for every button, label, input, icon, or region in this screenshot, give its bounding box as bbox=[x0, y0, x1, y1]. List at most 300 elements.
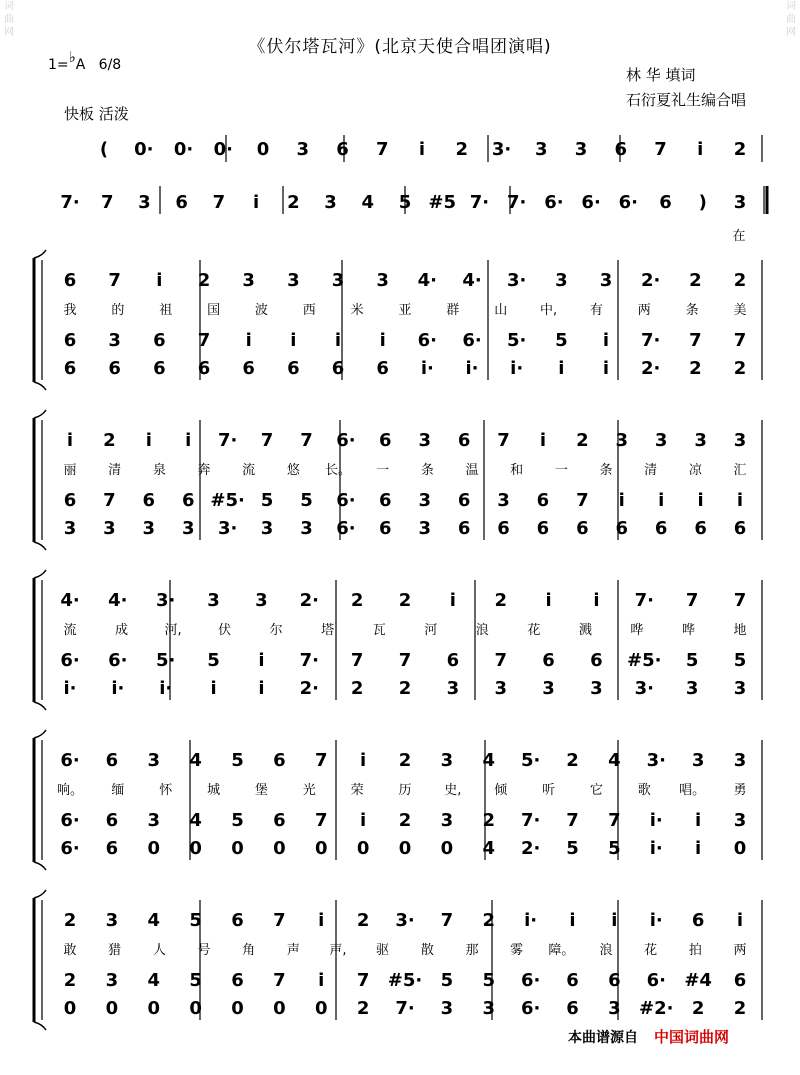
alto-note: 6 bbox=[457, 490, 471, 511]
tenor-note: 2 bbox=[356, 998, 370, 1019]
alto-note: 6· bbox=[336, 490, 356, 511]
lyric-syllable: 伏 bbox=[218, 623, 232, 638]
alto-note: 6· bbox=[462, 330, 482, 351]
lyric-syllable: 清 bbox=[644, 463, 658, 478]
tenor-note: 5 bbox=[608, 838, 621, 859]
lyric-syllable: 响。 bbox=[56, 783, 84, 798]
soprano-note: 2 bbox=[197, 270, 211, 291]
lyric-syllable: 温 bbox=[465, 463, 479, 478]
lyric-syllable: 波 bbox=[254, 303, 268, 318]
alto-note: #5· bbox=[387, 970, 423, 991]
tenor-note: 2· bbox=[520, 838, 541, 859]
tenor-note: 6 bbox=[108, 358, 121, 379]
intro-note: 6 bbox=[614, 139, 628, 160]
tenor-note: 6 bbox=[331, 358, 345, 379]
soprano-note: 4 bbox=[189, 750, 202, 771]
soprano-note: i bbox=[736, 910, 744, 931]
intro-note: 3· bbox=[491, 139, 512, 160]
lyric-syllable: 花 bbox=[527, 623, 541, 638]
alto-note: 6· bbox=[108, 650, 128, 671]
alto-note: 3 bbox=[733, 810, 747, 831]
page-title: 《伏尔塔瓦河》(北京天使合唱团演唱) bbox=[248, 37, 552, 57]
intro-note: 3 bbox=[534, 139, 548, 160]
intro-note: 3 bbox=[733, 192, 747, 213]
alto-note: i bbox=[602, 330, 610, 351]
soprano-note: 7 bbox=[273, 910, 286, 931]
tenor-note: 2· bbox=[640, 358, 661, 379]
lyric-syllable: 条 bbox=[599, 463, 613, 478]
alto-note: 6 bbox=[105, 810, 119, 831]
tenor-note: 3 bbox=[446, 678, 460, 699]
soprano-note: i bbox=[145, 430, 152, 451]
alto-note: #5· bbox=[627, 650, 662, 671]
lyric-syllable: 驱 bbox=[376, 943, 390, 958]
alto-note: 3 bbox=[418, 490, 431, 511]
soprano-note: 2 bbox=[398, 590, 412, 611]
lyric-syllable: 两 bbox=[733, 943, 747, 958]
soprano-note: 3 bbox=[654, 430, 668, 451]
alto-note: 6· bbox=[520, 970, 541, 991]
soprano-note: 4· bbox=[60, 590, 80, 611]
soprano-note: 6 bbox=[691, 910, 705, 931]
tenor-note: 0 bbox=[440, 838, 454, 859]
tenor-note: 6 bbox=[63, 358, 77, 379]
lyric-syllable: 尔 bbox=[269, 623, 283, 638]
lyric-syllable: 堡 bbox=[254, 783, 268, 798]
alto-note: #4 bbox=[684, 970, 712, 991]
lyric-syllable: 有 bbox=[589, 303, 603, 318]
soprano-note: 2 bbox=[733, 270, 747, 291]
soprano-note: 4· bbox=[108, 590, 128, 611]
lyric-syllable: 的 bbox=[111, 303, 125, 318]
alto-note: i bbox=[736, 490, 744, 511]
soprano-note: 4 bbox=[482, 750, 496, 771]
soprano-note: 5 bbox=[231, 750, 244, 771]
soprano-note: i bbox=[611, 910, 618, 931]
intro-note: 3 bbox=[138, 192, 151, 213]
tenor-note: 0 bbox=[231, 838, 244, 859]
alto-note: i bbox=[318, 970, 325, 991]
soprano-note: 4· bbox=[417, 270, 438, 291]
alto-note: 3 bbox=[105, 970, 119, 991]
soprano-note: 2· bbox=[299, 590, 319, 611]
intro-note: 6· bbox=[544, 192, 564, 213]
tenor-note: 3 bbox=[260, 518, 274, 539]
tenor-note: 2 bbox=[691, 998, 705, 1019]
alto-note: #5· bbox=[210, 490, 245, 511]
intro-note: 6· bbox=[581, 192, 601, 213]
alto-note: 6 bbox=[153, 330, 166, 351]
tenor-note: 6 bbox=[694, 518, 707, 539]
soprano-note: 2 bbox=[63, 910, 77, 931]
lyric-syllable: 美 bbox=[733, 303, 747, 318]
alto-note: 6 bbox=[590, 650, 603, 671]
tenor-note: 0 bbox=[63, 998, 77, 1019]
lyric-syllable: 哗 bbox=[681, 623, 695, 638]
soprano-note: 7 bbox=[314, 750, 328, 771]
alto-note: 6 bbox=[142, 490, 156, 511]
alto-note: 6 bbox=[273, 810, 286, 831]
tenor-note: 5 bbox=[566, 838, 579, 859]
lyric-syllable: 唱。 bbox=[679, 783, 706, 798]
watermark-right: 词 曲 网 bbox=[786, 1, 796, 38]
soprano-note: 7 bbox=[685, 590, 699, 611]
key-label: 1= bbox=[48, 57, 69, 73]
alto-note: 7 bbox=[273, 970, 286, 991]
alto-note: 3 bbox=[108, 330, 121, 351]
alto-note: 3 bbox=[440, 810, 454, 831]
intro-note: 7 bbox=[654, 139, 667, 160]
tenor-note: i bbox=[210, 678, 217, 699]
soprano-note: 3 bbox=[287, 270, 300, 291]
soprano-note: 6 bbox=[231, 910, 244, 931]
soprano-note: 3 bbox=[694, 430, 707, 451]
soprano-note: 2 bbox=[566, 750, 579, 771]
soprano-note: 6 bbox=[379, 430, 392, 451]
alto-note: 7 bbox=[608, 810, 621, 831]
intro-note: i bbox=[253, 192, 260, 213]
soprano-note: 6 bbox=[273, 750, 286, 771]
lyric-syllable: 丽 bbox=[63, 463, 77, 478]
soprano-note: 7 bbox=[108, 270, 121, 291]
intro-note: 0· bbox=[134, 139, 154, 160]
soprano-note: i bbox=[449, 590, 456, 611]
intro-note: 6 bbox=[175, 192, 188, 213]
lyric-syllable: 地 bbox=[733, 623, 747, 638]
soprano-note: 3· bbox=[506, 270, 527, 291]
soprano-note: 3 bbox=[147, 750, 161, 771]
tenor-note: 0 bbox=[189, 998, 202, 1019]
lyric-syllable: 泉 bbox=[152, 463, 166, 478]
tenor-note: i bbox=[602, 358, 610, 379]
tenor-note: 3 bbox=[63, 518, 77, 539]
tenor-note: 6· bbox=[520, 998, 541, 1019]
alto-note: 4 bbox=[189, 810, 202, 831]
intro-note: 0· bbox=[173, 139, 194, 160]
soprano-note: 3 bbox=[376, 270, 389, 291]
lyric-syllable: 倾 bbox=[494, 783, 508, 798]
tenor-note: 3 bbox=[542, 678, 555, 699]
intro-note: 3 bbox=[296, 139, 310, 160]
system-bracket bbox=[34, 410, 46, 550]
alto-note: 5 bbox=[231, 810, 244, 831]
soprano-note: 3 bbox=[733, 430, 747, 451]
soprano-note: i bbox=[185, 430, 192, 451]
intro-note: 7· bbox=[469, 192, 490, 213]
lyric-syllable: 号 bbox=[197, 943, 211, 958]
tenor-note: i bbox=[258, 678, 265, 699]
alto-note: 5 bbox=[685, 650, 699, 671]
alto-note: i bbox=[334, 330, 342, 351]
tenor-note: 0 bbox=[314, 838, 328, 859]
lyricist-credit: 林 华 填词 bbox=[626, 66, 696, 84]
lyric-syllable: 勇 bbox=[733, 783, 747, 798]
tenor-note: 6 bbox=[566, 998, 579, 1019]
lyric-syllable: 塔 bbox=[321, 623, 335, 638]
tenor-note: 0 bbox=[733, 838, 747, 859]
soprano-note: 4· bbox=[462, 270, 482, 291]
tenor-note: 0 bbox=[231, 998, 244, 1019]
alto-note: i bbox=[258, 650, 265, 671]
soprano-note: 3 bbox=[440, 750, 454, 771]
alto-note: 5 bbox=[260, 490, 274, 511]
tenor-note: 3 bbox=[300, 518, 313, 539]
soprano-note: i bbox=[569, 910, 576, 931]
tenor-note: 2 bbox=[733, 358, 747, 379]
intro-note: 2 bbox=[455, 139, 469, 160]
tenor-note: 0 bbox=[314, 998, 328, 1019]
alto-note: 6 bbox=[566, 970, 579, 991]
tenor-note: 6 bbox=[536, 518, 550, 539]
alto-note: 6· bbox=[646, 970, 666, 991]
tenor-note: 3 bbox=[733, 678, 747, 699]
soprano-note: 6 bbox=[105, 750, 119, 771]
alto-note: 6· bbox=[60, 810, 80, 831]
tenor-note: 3 bbox=[494, 678, 507, 699]
tenor-note: 6 bbox=[197, 358, 211, 379]
intro-note: #5 bbox=[428, 192, 457, 213]
system-bracket bbox=[34, 250, 46, 390]
tenor-note: 2 bbox=[733, 998, 747, 1019]
alto-note: 7· bbox=[299, 650, 319, 671]
intro-note: 0 bbox=[256, 139, 270, 160]
intro-note: 5 bbox=[398, 192, 412, 213]
alto-note: 5· bbox=[506, 330, 527, 351]
tenor-note: 6 bbox=[615, 518, 629, 539]
lyric-syllable: 拍 bbox=[688, 943, 702, 958]
intro-note: 7 bbox=[100, 192, 114, 213]
lyric-syllable: 两 bbox=[637, 303, 651, 318]
lyric-syllable: 溅 bbox=[578, 623, 592, 638]
intro-note: ( bbox=[99, 139, 109, 160]
lyric-syllable: 悠 bbox=[286, 463, 300, 478]
footer bbox=[568, 1026, 729, 1047]
alto-note: 6 bbox=[63, 330, 77, 351]
soprano-note: 2 bbox=[398, 750, 412, 771]
lyric-syllable: 河, bbox=[164, 623, 182, 638]
system-bracket bbox=[34, 570, 46, 710]
intro-note: i bbox=[697, 139, 704, 160]
lyric-syllable: 亚 bbox=[398, 303, 412, 318]
tenor-note: i bbox=[558, 358, 565, 379]
tenor-note: 3 bbox=[418, 518, 431, 539]
lyric-syllable: 它 bbox=[589, 783, 603, 798]
soprano-note: 2 bbox=[689, 270, 702, 291]
alto-note: 6 bbox=[231, 970, 244, 991]
alto-note: i bbox=[658, 490, 665, 511]
lyric-syllable: 城 bbox=[207, 783, 221, 798]
tenor-note: i· bbox=[510, 358, 524, 379]
intro-note: 7· bbox=[506, 192, 527, 213]
alto-note: 7 bbox=[398, 650, 412, 671]
lyric-syllable: 人 bbox=[152, 943, 166, 958]
alto-note: i bbox=[245, 330, 252, 351]
tenor-note: 2 bbox=[350, 678, 364, 699]
soprano-note: i bbox=[360, 750, 367, 771]
lyric-syllable: 猎 bbox=[108, 943, 122, 958]
alto-note: 7 bbox=[733, 330, 747, 351]
alto-note: i bbox=[697, 490, 704, 511]
lyric-syllable: 我 bbox=[63, 303, 77, 318]
tenor-note: 0 bbox=[398, 838, 412, 859]
intro-note: 6· bbox=[618, 192, 639, 213]
lyric-syllable: 哗 bbox=[630, 623, 644, 638]
alto-note: 7 bbox=[103, 490, 116, 511]
intro-note: 3 bbox=[324, 192, 337, 213]
lyric-syllable: 国 bbox=[207, 303, 221, 318]
soprano-note: i bbox=[593, 590, 600, 611]
soprano-note: 7 bbox=[733, 590, 747, 611]
alto-note: 6 bbox=[542, 650, 555, 671]
soprano-note: 2 bbox=[103, 430, 116, 451]
soprano-note: 4 bbox=[608, 750, 621, 771]
alto-note: 7 bbox=[494, 650, 507, 671]
alto-note: 7 bbox=[356, 970, 370, 991]
soprano-note: i bbox=[156, 270, 163, 291]
tenor-note: i· bbox=[111, 678, 125, 699]
alto-note: 7 bbox=[566, 810, 579, 831]
lyric-syllable: 荣 bbox=[350, 783, 364, 798]
lyric-syllable: 雾 bbox=[510, 943, 524, 958]
lyric-syllable: 长。 bbox=[324, 463, 352, 478]
lyric-syllable: 和 bbox=[510, 463, 524, 478]
intro-note: 7 bbox=[212, 192, 226, 213]
tenor-note: 6 bbox=[576, 518, 589, 539]
alto-note: 7· bbox=[640, 330, 661, 351]
tenor-note: 6 bbox=[379, 518, 392, 539]
alto-note: 6· bbox=[60, 650, 80, 671]
tenor-note: 6· bbox=[60, 838, 80, 859]
flat-icon: ♭ bbox=[68, 48, 76, 66]
tenor-note: 6 bbox=[376, 358, 389, 379]
intro-note: 6 bbox=[336, 139, 349, 160]
soprano-note: i bbox=[539, 430, 547, 451]
lyric-syllable: 听 bbox=[542, 783, 556, 798]
alto-note: 3 bbox=[497, 490, 510, 511]
lyric-syllable: 散 bbox=[420, 943, 434, 958]
soprano-note: 6· bbox=[336, 430, 356, 451]
intro-note: i bbox=[418, 139, 426, 160]
soprano-note: 2 bbox=[356, 910, 370, 931]
lyric-syllable: 敢 bbox=[63, 943, 77, 958]
tenor-note: 3· bbox=[217, 518, 238, 539]
lyric-syllable: 声 bbox=[286, 943, 300, 958]
alto-note: 6 bbox=[181, 490, 195, 511]
tenor-note: 3 bbox=[440, 998, 454, 1019]
tenor-note: 3 bbox=[608, 998, 621, 1019]
soprano-note: 2· bbox=[640, 270, 661, 291]
tenor-note: 6 bbox=[457, 518, 471, 539]
alto-note: 5 bbox=[189, 970, 202, 991]
alto-note: 6 bbox=[379, 490, 392, 511]
intro-note: 7 bbox=[375, 139, 389, 160]
soprano-note: 3 bbox=[599, 270, 613, 291]
system-bracket bbox=[34, 890, 46, 1030]
lyric-syllable: 清 bbox=[108, 463, 122, 478]
alto-note: 7 bbox=[689, 330, 702, 351]
soprano-note: 3 bbox=[691, 750, 705, 771]
lyric-syllable: 瓦 bbox=[372, 623, 386, 638]
alto-note: 2 bbox=[482, 810, 496, 831]
alto-note: i bbox=[360, 810, 367, 831]
tenor-note: 3 bbox=[482, 998, 496, 1019]
soprano-note: 7 bbox=[260, 430, 274, 451]
tenor-note: 6 bbox=[733, 518, 747, 539]
alto-note: i bbox=[290, 330, 297, 351]
lyric-syllable: 浪 bbox=[599, 943, 613, 958]
tenor-note: 7· bbox=[395, 998, 415, 1019]
soprano-note: i· bbox=[649, 910, 663, 931]
alto-note: 7 bbox=[197, 330, 211, 351]
watermark-left: 词 曲 网 bbox=[4, 1, 14, 38]
soprano-note: 7· bbox=[217, 430, 238, 451]
lyric-syllable: 流 bbox=[242, 463, 256, 478]
soprano-note: 3· bbox=[156, 590, 176, 611]
lyric-syllable: 中, bbox=[540, 303, 558, 318]
soprano-note: 6· bbox=[60, 750, 80, 771]
intro-note: 0· bbox=[213, 139, 233, 160]
alto-note: 6 bbox=[63, 490, 77, 511]
alto-note: 6 bbox=[536, 490, 550, 511]
alto-note: 5 bbox=[555, 330, 568, 351]
lyric-syllable: 群 bbox=[446, 303, 460, 318]
soprano-note: 3 bbox=[331, 270, 345, 291]
alto-note: 2 bbox=[63, 970, 77, 991]
soprano-note: 3 bbox=[555, 270, 568, 291]
soprano-note: 6 bbox=[457, 430, 471, 451]
time-signature: 6/8 bbox=[98, 57, 122, 73]
tenor-note: 3 bbox=[685, 678, 699, 699]
soprano-note: 3· bbox=[395, 910, 415, 931]
tempo-marking: 快板 活泼 bbox=[64, 105, 129, 123]
soprano-note: 3 bbox=[242, 270, 255, 291]
lyric-syllable: 浪 bbox=[475, 623, 489, 638]
soprano-note: 3 bbox=[615, 430, 629, 451]
intro-note: 7· bbox=[60, 192, 80, 213]
lyric-syllable: 光 bbox=[302, 783, 316, 798]
tenor-note: 3 bbox=[590, 678, 603, 699]
tenor-note: 6 bbox=[153, 358, 166, 379]
tenor-note: i· bbox=[465, 358, 479, 379]
alto-note: 5· bbox=[156, 650, 176, 671]
soprano-note: 6 bbox=[63, 270, 77, 291]
tenor-note: 0 bbox=[189, 838, 202, 859]
lyric-syllable: 奔 bbox=[197, 463, 211, 478]
soprano-note: 3 bbox=[733, 750, 747, 771]
lyric-syllable: 凉 bbox=[688, 463, 702, 478]
lyric-syllable: 条 bbox=[685, 303, 699, 318]
lyric-syllable: 缅 bbox=[111, 783, 125, 798]
tenor-note: 6· bbox=[336, 518, 356, 539]
soprano-note: 3 bbox=[207, 590, 220, 611]
intro-note: 2 bbox=[733, 139, 747, 160]
lyric-syllable: 祖 bbox=[159, 303, 173, 318]
alto-note: 7· bbox=[520, 810, 541, 831]
lyric-syllable: 西 bbox=[302, 303, 316, 318]
tenor-note: 0 bbox=[273, 998, 286, 1019]
arranger-credit: 石衍夏礼生编合唱 bbox=[626, 91, 747, 109]
alto-note: 5 bbox=[733, 650, 747, 671]
tenor-note: 0 bbox=[356, 838, 370, 859]
lyric-syllable: 成 bbox=[115, 623, 129, 638]
footer-site-link[interactable]: 中国词曲网 bbox=[654, 1028, 730, 1046]
alto-note: 5 bbox=[482, 970, 496, 991]
tenor-note: i· bbox=[63, 678, 77, 699]
soprano-note: 7· bbox=[634, 590, 654, 611]
soprano-note: 2 bbox=[494, 590, 507, 611]
tenor-note: 0 bbox=[273, 838, 286, 859]
tenor-note: 6 bbox=[654, 518, 668, 539]
